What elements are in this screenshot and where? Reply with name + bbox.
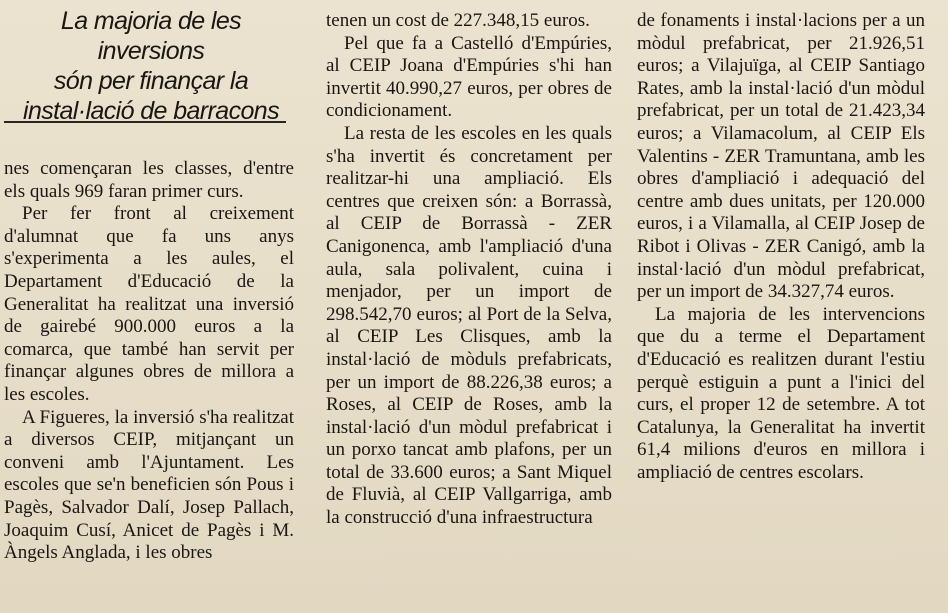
- paragraph: Per fer front al creixement d'alumnat que fa uns anys s'experimenta a les aules, el Departament d'Educació de la Generalitat ha realitzat una inversió de gairebé 900.000 euros a la comarca, que també han servit per finançar algunes obres de millora a les escoles.: [4, 203, 294, 405]
- paragraph: nes començaran les classes, d'entre els quals 969 faran primer curs.: [4, 158, 294, 202]
- column-3-text: [637, 10, 925, 484]
- headline-rule: [4, 121, 286, 123]
- column-1-text: [4, 158, 294, 565]
- paragraph: La resta de les escoles en les quals s'ha invertit és concretament per realitzar-hi una ampliació. Els centres que creixen són: a Borrassà, al CEIP de Borrassà - ZER Canigonenca, amb l'ampliació d'una aula, sala polivalent, cuina i menjador, per un import de 298.542,70 euros; al Port de la Selva, al CEIP Les Clisques, amb la instal·lació de mòduls prefabricats, per un import de 88.226,38 euros; a Roses, al CEIP de Roses, amb la instal·lació d'un mòdul prefabricat i un porxo tancat amb plafons, per un total de 33.600 euros; a Sant Miquel de Fluvià, al CEIP Vallgarriga, amb la construcció d'una infraestructura: [326, 122, 612, 529]
- paragraph: La majoria de les intervencions que du a terme el Departament d'Educació es realitzen durant l'estiu perquè estiguin a punt a l'inici del curs, el proper 12 de setembre. A tot Catalunya, la Generalitat ha invertit 61,4 milions d'euros en millora i ampliació de centres escolars.: [637, 303, 925, 483]
- paragraph: de fonaments i instal·lacions per a un mòdul prefabricat, per 21.926,51 euros; a Vilajuïga, al CEIP Santiago Rates, amb la instal·lació d'un mòdul prefabricat, per un total de 21.423,34 euros; a Vilamacolum, al CEIP Els Valentins - ZER Tramuntana, amb les obres d'ampliació i adequació del centre amb dues unitats, per 120.000 euros, i a Vilamalla, al CEIP Josep de Ribot i Olivas - ZER Canigó, amb la instal·lació d'un mòdul prefabricat, per un import de 34.327,74 euros.: [637, 10, 925, 303]
- paragraph: A Figueres, la inversió s'ha realitzat a diversos CEIP, mitjançant un conveni amb l'Ajuntament. Les escoles que se'n beneficien són Pous i Pagès, Salvador Dalí, Josep Pallach, Joaquim Cusí, Anicet de Pagès i M. Àngels Anglada, i les obres: [4, 406, 294, 564]
- headline-line-2: són per finançar la: [53, 67, 249, 95]
- headline-line-3: instal·lació de barracons: [23, 97, 279, 125]
- column-2-text: [326, 10, 612, 530]
- paragraph: tenen un cost de 227.348,15 euros.: [326, 10, 590, 31]
- paragraph: Pel que fa a Castelló d'Empúries, al CEIP Joana d'Empúries s'hi han invertit 40.990,27 euros, per obres de condicionament.: [326, 32, 612, 122]
- headline: [6, 6, 296, 126]
- headline-line-1: La majoria de les inversions: [60, 7, 242, 65]
